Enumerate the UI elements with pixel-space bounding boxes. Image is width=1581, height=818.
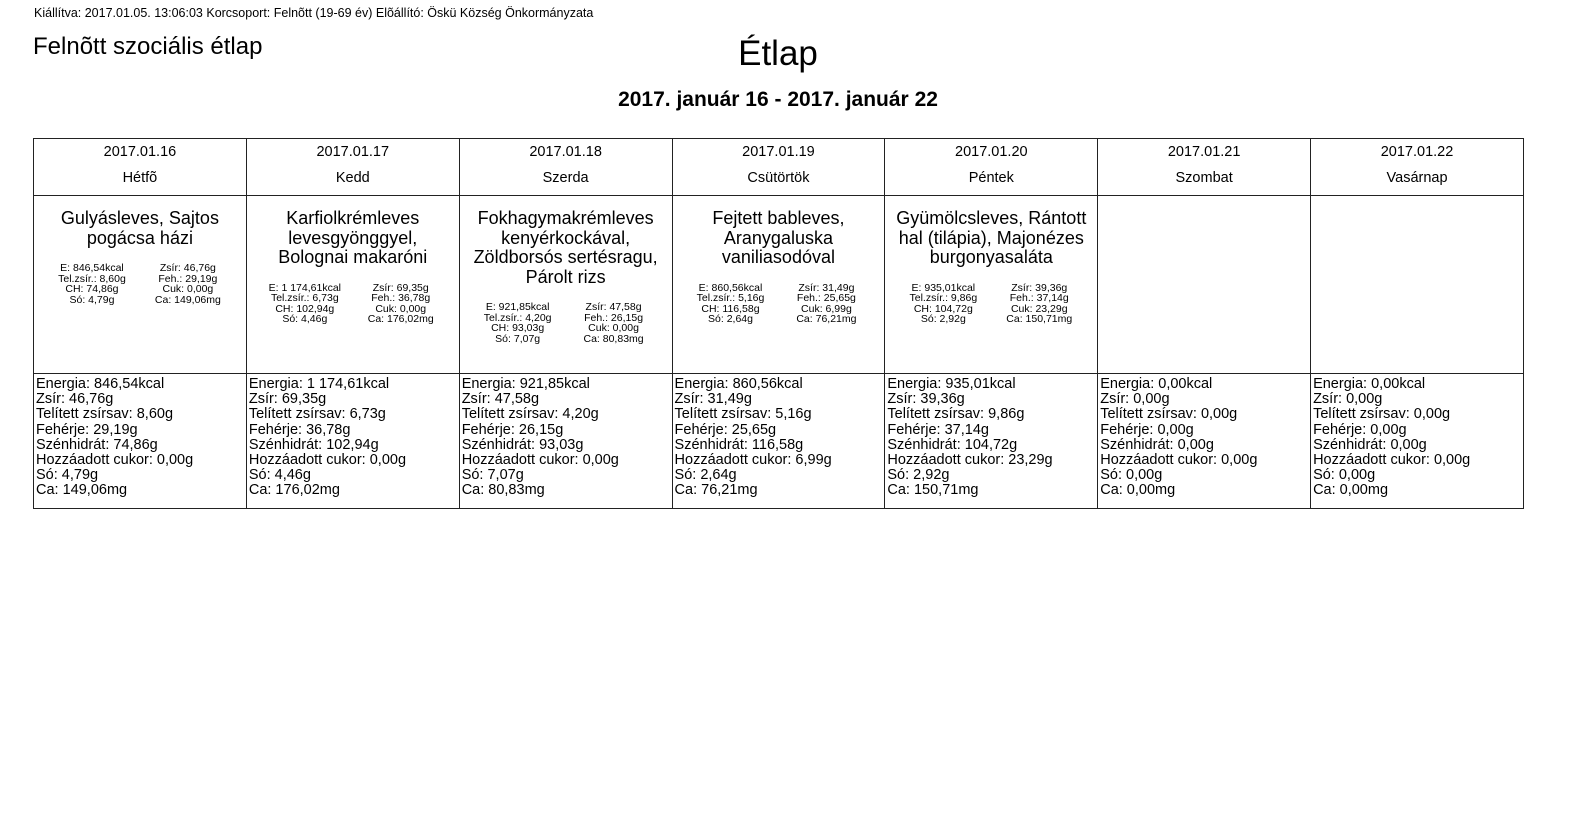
nutrition-summary-item: Tel.zsír.: 9,86g bbox=[909, 292, 978, 304]
nutrition-item: Zsír: 31,49g bbox=[674, 391, 752, 408]
nutrition-summary-item: Feh.: 36,78g bbox=[371, 292, 431, 304]
nutrition-cell bbox=[34, 374, 247, 509]
nutrition-item: Zsír: 47,58g bbox=[461, 391, 540, 408]
nutrition-list bbox=[1098, 374, 1310, 499]
nutrition-item: Só: 0,00g bbox=[1100, 467, 1163, 484]
nutrition-summary-item: Cuk: 6,99g bbox=[801, 302, 852, 315]
day-date: 2017.01.21 bbox=[1167, 144, 1241, 160]
day-name: Szerda bbox=[542, 170, 589, 186]
nutrition-summary-item: Só: 2,64g bbox=[708, 313, 753, 325]
nutrition-cell bbox=[885, 374, 1098, 509]
nutrition-item: Energia: 846,54kcal bbox=[36, 376, 165, 392]
nutrition-item: Szénhidrát: 102,94g bbox=[248, 436, 379, 453]
nutrition-summary-item: Zsír: 31,49g bbox=[798, 281, 855, 294]
nutrition-summary-item: Ca: 176,02mg bbox=[367, 313, 434, 325]
nutrition-item: Fehérje: 0,00g bbox=[1313, 421, 1407, 438]
nutrition-item: Szénhidrát: 116,58g bbox=[674, 436, 804, 453]
nutrition-summary-item: Ca: 80,83mg bbox=[583, 332, 644, 345]
nutrition-summary-item: Feh.: 26,15g bbox=[584, 311, 644, 324]
nutrition-list bbox=[885, 374, 1097, 499]
nutrition-item: Hozzáadott cukor: 0,00g bbox=[36, 452, 194, 469]
nutrition-item: Telített zsírsav: 0,00g bbox=[1313, 406, 1451, 423]
nutrition-summary-item: CH: 74,86g bbox=[65, 283, 119, 295]
nutrition-item: Só: 0,00g bbox=[1313, 467, 1376, 484]
nutrition-summary-item: E: 935,01kcal bbox=[911, 281, 976, 294]
nutrition-list bbox=[247, 374, 459, 499]
nutrition-item: Ca: 80,83mg bbox=[461, 482, 545, 499]
nutrition-summary bbox=[34, 263, 246, 305]
dish-name: Karfiolkrémleves levesgyönggyel, Bolognai makaróni bbox=[278, 208, 428, 267]
day-date: 2017.01.16 bbox=[103, 144, 177, 160]
nutrition-item: Szénhidrát: 0,00g bbox=[1100, 436, 1214, 453]
dish-cell bbox=[1098, 196, 1311, 374]
nutrition-summary-item: Cuk: 23,29g bbox=[1010, 302, 1068, 315]
nutrition-summary-item: Feh.: 25,65g bbox=[796, 292, 856, 304]
day-header-cell bbox=[459, 139, 672, 196]
nutrition-item: Energia: 921,85kcal bbox=[461, 376, 590, 392]
day-header-cell bbox=[34, 139, 247, 196]
dish-name: Fokhagymakrémleves kenyérkockával, Zöldborsós sertésragu, Párolt rizs bbox=[473, 208, 658, 287]
day-header-cell bbox=[1311, 139, 1524, 196]
day-name: Hétfõ bbox=[122, 170, 158, 186]
nutrition-item: Fehérje: 0,00g bbox=[1100, 421, 1194, 438]
nutrition-item: Hozzáadott cukor: 0,00g bbox=[1100, 452, 1258, 469]
nutrition-cell bbox=[459, 374, 672, 509]
nutrition-item: Szénhidrát: 104,72g bbox=[887, 436, 1018, 453]
issue-info: Kiállítva: 2017.01.05. 13:06:03 Korcsoport: Felnõtt (19-69 év) Elõállító: Öskü Község Önkormányzata bbox=[34, 6, 594, 20]
day-name: Péntek bbox=[968, 170, 1014, 186]
menu-subtitle: Felnõtt szociális étlap bbox=[33, 33, 263, 60]
day-name: Szombat bbox=[1175, 170, 1233, 186]
nutrition-item: Ca: 0,00mg bbox=[1100, 482, 1176, 499]
nutrition-summary bbox=[247, 283, 459, 325]
day-name: Csütörtök bbox=[747, 170, 810, 186]
nutrition-summary-item: Zsír: 46,76g bbox=[159, 262, 216, 274]
nutrition-item: Zsír: 46,76g bbox=[36, 391, 114, 408]
nutrition-summary-item: Feh.: 29,19g bbox=[158, 272, 218, 285]
nutrition-item: Zsír: 0,00g bbox=[1313, 391, 1383, 408]
dish-row bbox=[34, 196, 1524, 374]
nutrition-item: Ca: 149,06mg bbox=[36, 482, 128, 499]
date-range: 2017. január 16 - 2017. január 22 bbox=[618, 88, 938, 111]
nutrition-summary-item: Ca: 149,06mg bbox=[154, 293, 221, 306]
nutrition-cell bbox=[1311, 374, 1524, 509]
day-name: Vasárnap bbox=[1386, 170, 1448, 186]
nutrition-item: Ca: 76,21mg bbox=[674, 482, 758, 499]
nutrition-item: Szénhidrát: 0,00g bbox=[1313, 436, 1427, 453]
page-title: Étlap bbox=[738, 34, 818, 73]
nutrition-item: Ca: 0,00mg bbox=[1313, 482, 1389, 499]
nutrition-summary-item: E: 860,56kcal bbox=[698, 281, 763, 294]
weekly-menu-table bbox=[33, 138, 1524, 509]
nutrition-item: Telített zsírsav: 5,16g bbox=[674, 406, 812, 423]
dish-cell bbox=[246, 196, 459, 374]
nutrition-item: Hozzáadott cukor: 0,00g bbox=[461, 452, 619, 469]
nutrition-summary-item: Só: 7,07g bbox=[495, 332, 541, 345]
day-date: 2017.01.17 bbox=[316, 144, 390, 160]
day-date: 2017.01.19 bbox=[742, 144, 815, 160]
nutrition-summary-item: Só: 2,92g bbox=[920, 313, 966, 325]
nutrition-item: Szénhidrát: 93,03g bbox=[461, 436, 584, 453]
nutrition-summary-item: CH: 116,58g bbox=[701, 302, 760, 315]
nutrition-item: Zsír: 0,00g bbox=[1100, 391, 1170, 408]
nutrition-item: Hozzáadott cukor: 0,00g bbox=[1313, 452, 1471, 469]
nutrition-item: Telített zsírsav: 8,60g bbox=[36, 406, 174, 423]
day-date: 2017.01.20 bbox=[955, 144, 1028, 160]
nutrition-item: Telített zsírsav: 4,20g bbox=[461, 406, 599, 423]
dish-cell bbox=[34, 196, 247, 374]
nutrition-summary-item: Feh.: 37,14g bbox=[1009, 292, 1069, 304]
dish-cell bbox=[459, 196, 672, 374]
nutrition-list bbox=[460, 374, 672, 499]
dish-cell bbox=[885, 196, 1098, 374]
dish-name: Gyümölcsleves, Rántott hal (tilápia), Majonézes burgonyasaláta bbox=[896, 208, 1087, 267]
dish-name: Fejtett bableves, Aranygaluska vaniliasodóval bbox=[712, 208, 845, 267]
nutrition-item: Energia: 935,01kcal bbox=[887, 376, 1016, 392]
nutrition-item: Energia: 1 174,61kcal bbox=[248, 376, 390, 392]
nutrition-item: Zsír: 69,35g bbox=[248, 391, 327, 408]
nutrition-summary-item: Tel.zsír.: 4,20g bbox=[483, 311, 552, 324]
nutrition-item: Szénhidrát: 74,86g bbox=[36, 436, 158, 453]
nutrition-item: Só: 2,64g bbox=[674, 467, 737, 484]
nutrition-item: Fehérje: 26,15g bbox=[461, 421, 564, 438]
nutrition-summary-item: Ca: 76,21mg bbox=[796, 313, 857, 325]
dish-cell bbox=[1311, 196, 1524, 374]
day-header-cell bbox=[246, 139, 459, 196]
nutrition-summary-item: Zsír: 47,58g bbox=[585, 301, 642, 313]
nutrition-list bbox=[1311, 374, 1523, 499]
nutrition-summary bbox=[673, 283, 885, 325]
nutrition-summary-item: Zsír: 69,35g bbox=[372, 281, 429, 294]
nutrition-item: Hozzáadott cukor: 0,00g bbox=[248, 452, 407, 469]
nutrition-summary-item: Cuk: 0,00g bbox=[588, 322, 639, 334]
nutrition-summary-item: CH: 93,03g bbox=[491, 322, 545, 334]
nutrition-item: Hozzáadott cukor: 6,99g bbox=[674, 452, 832, 469]
nutrition-item: Só: 4,79g bbox=[36, 467, 99, 484]
nutrition-item: Fehérje: 29,19g bbox=[36, 421, 138, 438]
day-name: Kedd bbox=[335, 170, 370, 186]
nutrition-summary-item: E: 846,54kcal bbox=[60, 262, 124, 274]
nutrition-item: Telített zsírsav: 6,73g bbox=[248, 406, 386, 423]
nutrition-summary-item: Ca: 150,71mg bbox=[1006, 313, 1073, 325]
nutrition-item: Fehérje: 36,78g bbox=[248, 421, 351, 438]
day-header-cell bbox=[672, 139, 885, 196]
day-header-row bbox=[34, 139, 1524, 196]
nutrition-item: Só: 4,46g bbox=[248, 467, 311, 484]
day-header-cell bbox=[1098, 139, 1311, 196]
nutrition-summary-item: Só: 4,79g bbox=[69, 293, 115, 306]
nutrition-item: Telített zsírsav: 9,86g bbox=[887, 406, 1025, 423]
nutrition-item: Ca: 150,71mg bbox=[887, 482, 979, 499]
nutrition-summary-item: CH: 102,94g bbox=[275, 302, 335, 315]
nutrition-item: Fehérje: 25,65g bbox=[674, 421, 777, 438]
nutrition-list bbox=[34, 374, 246, 499]
nutrition-row bbox=[34, 374, 1524, 509]
dish-name: Gulyásleves, Sajtos pogácsa házi bbox=[60, 208, 219, 248]
day-date: 2017.01.22 bbox=[1380, 144, 1454, 160]
nutrition-item: Só: 7,07g bbox=[461, 467, 524, 484]
nutrition-item: Só: 2,92g bbox=[887, 467, 950, 484]
nutrition-item: Energia: 0,00kcal bbox=[1100, 376, 1213, 392]
day-header-cell bbox=[885, 139, 1098, 196]
nutrition-item: Energia: 860,56kcal bbox=[674, 376, 803, 392]
nutrition-cell bbox=[672, 374, 885, 509]
day-date: 2017.01.18 bbox=[529, 144, 602, 160]
nutrition-list bbox=[673, 374, 885, 499]
nutrition-item: Hozzáadott cukor: 23,29g bbox=[887, 452, 1053, 469]
nutrition-summary-item: Tel.zsír.: 8,60g bbox=[58, 272, 126, 285]
nutrition-summary-item: Cuk: 0,00g bbox=[375, 302, 427, 315]
nutrition-summary-item: Tel.zsír.: 6,73g bbox=[270, 292, 339, 304]
nutrition-summary-item: E: 1 174,61kcal bbox=[268, 281, 341, 294]
nutrition-item: Ca: 176,02mg bbox=[248, 482, 340, 499]
nutrition-summary-item: CH: 104,72g bbox=[913, 302, 973, 315]
nutrition-item: Energia: 0,00kcal bbox=[1313, 376, 1426, 392]
nutrition-cell bbox=[246, 374, 459, 509]
nutrition-cell bbox=[1098, 374, 1311, 509]
nutrition-summary bbox=[460, 302, 672, 344]
nutrition-summary-item: Tel.zsír.: 5,16g bbox=[696, 292, 765, 304]
nutrition-summary-item: Zsír: 39,36g bbox=[1011, 281, 1068, 294]
nutrition-summary-item: E: 921,85kcal bbox=[485, 301, 550, 313]
nutrition-summary-item: Cuk: 0,00g bbox=[162, 283, 214, 295]
nutrition-item: Zsír: 39,36g bbox=[887, 391, 965, 408]
nutrition-summary bbox=[885, 283, 1097, 325]
nutrition-summary-item: Só: 4,46g bbox=[282, 313, 328, 325]
dish-cell bbox=[672, 196, 885, 374]
nutrition-item: Telített zsírsav: 0,00g bbox=[1100, 406, 1238, 423]
nutrition-item: Fehérje: 37,14g bbox=[887, 421, 989, 438]
